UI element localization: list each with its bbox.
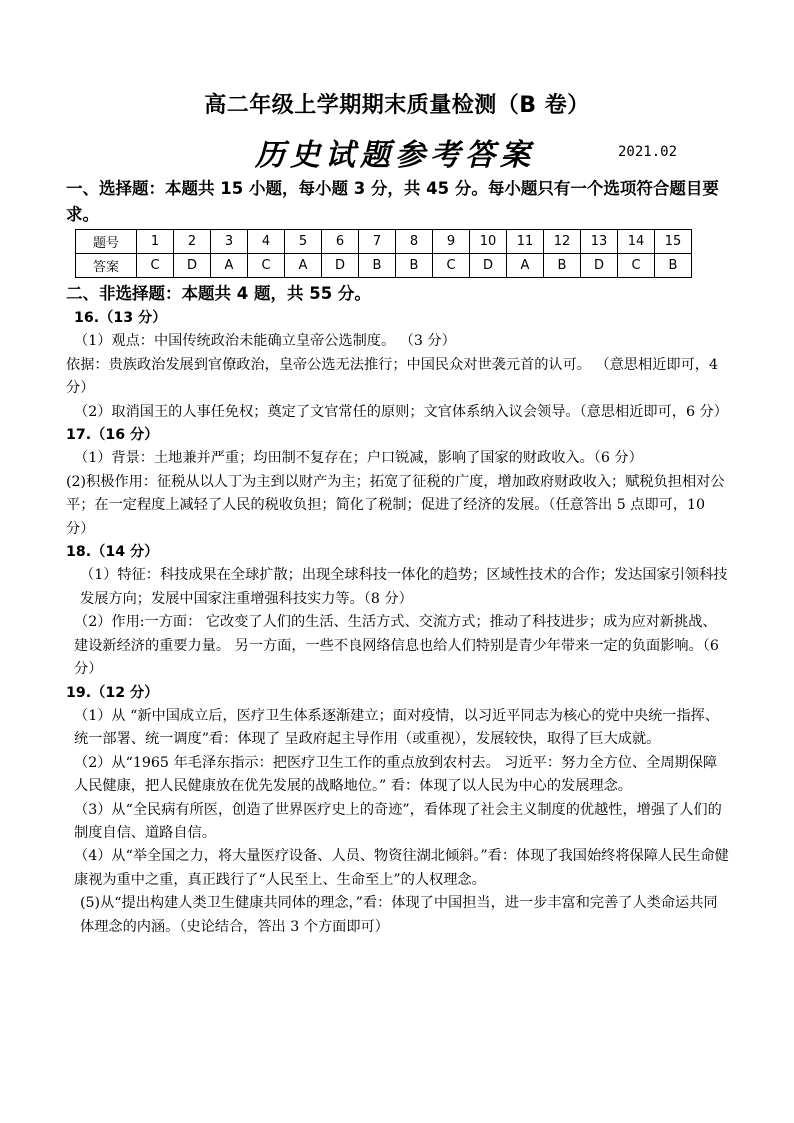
question-17-heading: 17.（16 分） xyxy=(66,427,159,444)
question-number-cell: 1 xyxy=(137,230,174,254)
question-18-heading: 18.（14 分） xyxy=(66,544,159,561)
q19-part2: （2）从“1965 年毛泽东指示：把医疗卫生工作的重点放到农村去。 习近平：努力全方位、全周期保障人民健康，把人民健康放在优先发展的战略地位。” 看：体现了以人民为中心的发展理念。 xyxy=(74,754,718,795)
q17-part1: （1）背景：土地兼并严重；均田制不复存在；户口锐减，影响了国家的财政收入。（6 分） xyxy=(74,450,643,467)
answer-cell: A xyxy=(211,254,248,278)
q19-part5: (5)从“提出构建人类卫生健康共同体的理念，”看：体现了中国担当，进一步丰富和完善了人类命运共同体理念的内涵。（史论结合，答出 3 个方面即可） xyxy=(80,895,718,935)
question-number-cell: 9 xyxy=(433,230,470,254)
question-number-cell: 8 xyxy=(396,230,433,254)
question-number-cell: 13 xyxy=(581,230,618,254)
question-number-cell: 14 xyxy=(618,230,655,254)
answer-cell: D xyxy=(322,254,359,278)
answer-cell: C xyxy=(618,254,655,278)
q19-part3: （3）从“全民病有所医，创造了世界医疗史上的奇迹”，看体现了社会主义制度的优越性，增强了人们的制度自信、道路自信。 xyxy=(74,801,722,841)
question-number-cell: 4 xyxy=(248,230,285,254)
answer-cell: C xyxy=(248,254,285,278)
answer-cell: C xyxy=(137,254,174,278)
answer-cell: B xyxy=(396,254,433,278)
q16-part1-basis: 依据：贵族政治发展到官僚政治，皇帝公选无法推行；中国民众对世袭元首的认可。 （意思相近即可，4 分） xyxy=(66,356,718,397)
question-number-row xyxy=(76,230,692,254)
section-1-heading: 一、选择题：本题共 15 小题，每小题 3 分，共 45 分。每小题只有一个选项符合题目要求。 xyxy=(66,179,719,224)
question-16-heading: 16.（13 分） xyxy=(74,310,167,326)
question-19-heading: 19.（12 分） xyxy=(66,684,159,701)
q19-part4: （4）从“举全国之力，将大量医疗设备、人员、物资往湖北倾斜。”看：体现了我国始终将保障人民生命健康视为重中之重，真正践行了“人民至上、生命至上”的人权理念。 xyxy=(74,848,729,888)
q16-part1: （1）观点：中国传统政治未能确立皇帝公选制度。 （3 分） xyxy=(74,333,456,350)
section-2-heading: 二、非选择题：本题共 4 题，共 55 分。 xyxy=(66,284,371,303)
q16-part2: （2）取消国王的人事任免权；奠定了文官常任的原则；文官体系纳入议会领导。（意思相近即可，6 分） xyxy=(74,403,728,420)
answer-cell: D xyxy=(470,254,507,278)
answer-row xyxy=(76,254,692,278)
question-number-cell: 12 xyxy=(544,230,581,254)
q18-part1: （1）特征：科技成果在全球扩散；出现全球科技一体化的趋势；区域性技术的合作；发达国家引领科技发展方向；发展中国家注重增强科技实力等。（8 分） xyxy=(80,567,728,607)
answer-cell: D xyxy=(581,254,618,278)
q18-part2: （2）作用:一方面： 它改变了人们的生活、生活方式、交流方式；推动了科技进步；成为应对新挑战、建设新经济的重要力量。 另一方面，一些不良网络信息也给人们特别是青少年带来一定的负面影响。（6 分） xyxy=(74,614,719,678)
question-number-cell: 10 xyxy=(470,230,507,254)
question-number-cell: 3 xyxy=(211,230,248,254)
question-number-cell: 7 xyxy=(359,230,396,254)
row-label-answer: 答案 xyxy=(76,254,137,278)
answer-cell: B xyxy=(655,254,692,278)
question-number-cell: 6 xyxy=(322,230,359,254)
question-number-cell: 2 xyxy=(174,230,211,254)
answer-cell: C xyxy=(433,254,470,278)
question-number-cell: 11 xyxy=(507,230,544,254)
question-number-cell: 15 xyxy=(655,230,692,254)
answers-body xyxy=(66,307,730,939)
exam-title: 高二年级上学期期末质量检测（B 卷） xyxy=(204,93,590,118)
answer-cell: A xyxy=(285,254,322,278)
exam-date: 2021.02 xyxy=(618,144,678,160)
answer-cell: D xyxy=(174,254,211,278)
answer-cell: A xyxy=(507,254,544,278)
answer-cell: B xyxy=(359,254,396,278)
question-number-cell: 5 xyxy=(285,230,322,254)
row-label-number: 题号 xyxy=(76,230,137,254)
q19-part1: （1）从 “新中国成立后，医疗卫生体系逐渐建立；面对疫情，以习近平同志为核心的党中央统一指挥、统一部署、统一调度”看：体现了 呈政府起主导作用（或重视），发展较快，取得了巨大成就。 xyxy=(74,707,720,748)
answer-table xyxy=(75,229,692,278)
q17-part2: (2)积极作用：征税从以人丁为主到以财产为主；拓宽了征税的广度，增加政府财政收入；赋税负担相对公平；在一定程度上减轻了人民的税收负担；简化了税制；促进了经济的发展。（任意答出 5 点即可，10 分） xyxy=(66,473,725,537)
answer-cell: B xyxy=(544,254,581,278)
subject-title: 历史试题参考答案 xyxy=(255,138,535,173)
